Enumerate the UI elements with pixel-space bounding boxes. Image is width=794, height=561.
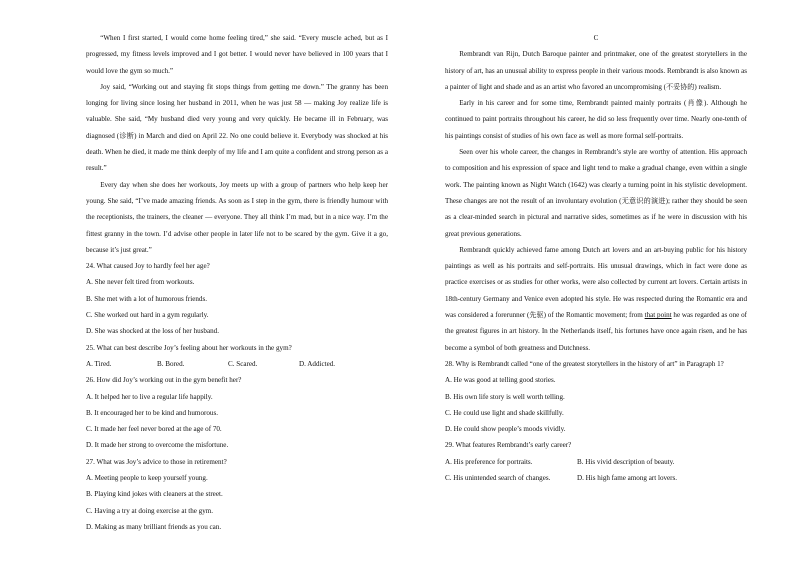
question-24-option-a: A. She never felt tired from workouts. — [86, 278, 195, 287]
question-27-option-b: B. Playing kind jokes with cleaners at the street. — [86, 490, 223, 499]
paragraph-text: Rembrandt quickly achieved fame among Dutch art lovers and an art-buying public for his history paintings as well as his portraits and self-portraits. His unusual drawings, which in fact were done as practice exercises or as studies for other works, were also collected by current art lovers. Certain artists in 18th-century Germany and Venice even adopted his style. He was respected during the Romantic era and was considered a forerunner (先驱) of the Romantic movement; from — [445, 245, 747, 320]
question-26-option-b: B. It encouraged her to be kind and humorous. — [86, 408, 218, 417]
paragraph: Every day when she does her workouts, Joy meets up with a group of partners who help keep her young. She said, “I’ve made amazing friends. As soon as I step in the gym, there is friendly humour with the receptionists, the trainers, the cleaner — everyone. They all think I’m mad, but in a nice way. I’m the fittest granny in the town. I’d advise other people in later life not to be scared by the gym. Give it a go, because it’s just great.” — [86, 180, 388, 254]
question-26-stem: 26. How did Joy’s working out in the gym benefit her? — [86, 376, 242, 385]
question-27-option-d: D. Making as many brilliant friends as you can. — [86, 522, 222, 531]
question-27-option-c: C. Having a try at doing exercise at the gym. — [86, 506, 214, 515]
question-29-option-d: D. His high fame among art lovers. — [577, 474, 678, 483]
left-column — [86, 30, 388, 535]
paragraph: “When I first started, I would come home feeling tired,” she said. “Every muscle ached, but as I progressed, my fitness levels improved and I got better. I would never have believed in 100 years that I would love the gym so much.” — [86, 34, 388, 75]
question-29-options-row-2 — [445, 470, 747, 486]
question-27-stem: 27. What was Joy’s advice to those in retirement? — [86, 457, 227, 466]
question-25-options — [86, 356, 388, 372]
paragraph-text: he was regarded as one of the greatest figures in art history. In the Netherlands itself, his fortunes have once again risen, and he has become a symbol of both greatness and Dutchness. — [445, 311, 747, 352]
paragraph: Early in his career and for some time, Rembrandt painted mainly portraits (肖像). Although he continued to paint portraits throughout his career, he did so less frequently over time. Nearly one-tenth of his paintings consist of studies of his own face as well as more formal self-portraits. — [445, 99, 747, 140]
question-24-option-c: C. She worked out hard in a gym regularly. — [86, 311, 209, 320]
question-27-option-a: A. Meeting people to keep yourself young. — [86, 474, 208, 483]
question-28-option-d: D. He could show people’s moods vividly. — [445, 425, 566, 434]
paragraph: Joy said, “Working out and staying fit stops things from getting me down.” The granny has been longing for living since losing her husband in 2011, when he was just 58 — making Joy realize life is valuable. She said, “My husband died very young and very quickly. He became ill in February, was diagnosed (诊断) in March and died on April 22. No one could believe it. Everybody was shocked at his death. When he died, it made me think deeply of my life and I am quite a confident and strong person as a result.” — [86, 82, 388, 173]
underlined-phrase: that point — [644, 311, 672, 320]
question-28-option-c: C. He could use light and shade skillfully. — [445, 408, 564, 417]
question-29-stem: 29. What features Rembrandt’s early career? — [445, 441, 572, 450]
question-26-option-c: C. It made her feel never bored at the age of 70. — [86, 425, 222, 434]
question-24-option-b: B. She met with a lot of humorous friends. — [86, 294, 207, 303]
question-24-stem: 24. What caused Joy to hardly feel her age? — [86, 262, 210, 271]
question-29-option-c: C. His unintended search of changes. — [445, 474, 551, 483]
question-24-option-d: D. She was shocked at the loss of her husband. — [86, 327, 219, 336]
paragraph — [445, 242, 747, 356]
right-column — [445, 30, 747, 486]
question-28-option-b: B. His own life story is well worth telling. — [445, 392, 565, 401]
section-heading: C — [593, 34, 599, 42]
question-25-option-d: D. Addicted. — [299, 359, 336, 368]
question-28-option-a: A. He was good at telling good stories. — [445, 376, 556, 385]
question-25-stem: 25. What can best describe Joy’s feeling about her workouts in the gym? — [86, 343, 292, 352]
question-28-stem: 28. Why is Rembrandt called “one of the greatest storytellers in the history of art” in Paragraph 1? — [445, 359, 724, 368]
paragraph: Seen over his whole career, the changes in Rembrandt’s style are worthy of attention. His approach to composition and his expression of space and light tend to make a gradual change, even within a single work. The painting known as Night Watch (1642) was clearly a turning point in his stylistic development. These changes are not the result of an involuntary evolution (无意识的演进); rather they should be seen as a clear-minded search in pictural and narrative sides, sometimes as if he were in discussion with his great previous generations. — [445, 148, 747, 238]
question-29-option-a: A. His preference for portraits. — [445, 457, 533, 466]
question-25-option-b: B. Bored. — [157, 359, 185, 368]
question-26-option-a: A. It helped her to live a regular life happily. — [86, 392, 213, 401]
question-26-option-d: D. It made her strong to overcome the misfortune. — [86, 441, 229, 450]
paragraph: Rembrandt van Rijn, Dutch Baroque painter and printmaker, one of the greatest storytellers in the history of art, has an unusual ability to express people in their various moods. Rembrandt is also known as a painter of light and shade and as an artist who favored an uncompromising (不妥协的) realism. — [445, 50, 747, 91]
question-29-option-b: B. His vivid description of beauty. — [577, 457, 675, 466]
question-25-option-a: A. Tired. — [86, 359, 112, 368]
question-29-options-row-1 — [445, 454, 747, 470]
question-25-option-c: C. Scared. — [228, 359, 258, 368]
